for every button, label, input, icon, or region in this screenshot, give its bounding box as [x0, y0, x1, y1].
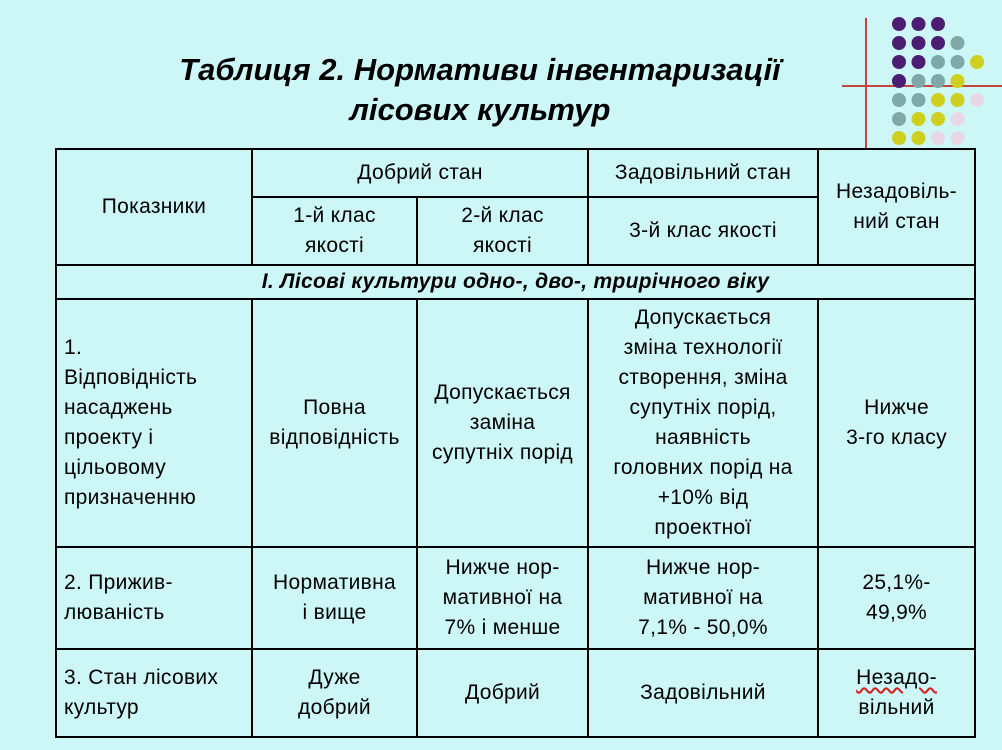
table-row	[56, 299, 975, 547]
decorative-dot	[931, 131, 945, 145]
decorative-dot	[970, 55, 984, 69]
cell-line: Незадо-	[856, 666, 937, 689]
inventory-norms-table	[55, 148, 976, 738]
decorative-dot	[951, 93, 965, 107]
cell-line: 7,1% - 50,0%	[638, 616, 768, 639]
cell-line: Відповідність	[64, 366, 198, 389]
cell-line: створення, зміна	[618, 366, 788, 389]
header-class-1-line-2: якості	[304, 234, 365, 257]
header-good-state: Добрий стан	[252, 149, 588, 197]
decorative-dot	[951, 36, 965, 50]
header-satisfactory-state: Задовільний стан	[588, 149, 818, 197]
cell-line: культур	[64, 696, 139, 719]
cell-line: Допускається	[634, 306, 772, 329]
cell-line: відповідність	[269, 426, 400, 449]
decorative-dot	[912, 74, 926, 88]
row-2-unsat	[818, 547, 975, 649]
row-1-indicator	[56, 299, 252, 547]
row-3-class-2	[417, 649, 588, 737]
header-class-1	[252, 197, 417, 265]
decorative-dot	[912, 93, 926, 107]
header-unsat-line-1: Незадовіль-	[836, 180, 957, 203]
decorative-dot	[892, 131, 906, 145]
section-row	[56, 265, 975, 299]
row-3-class-1	[252, 649, 417, 737]
decorative-dot	[951, 55, 965, 69]
cell-line: Нормативна	[273, 571, 396, 594]
row-1-unsat	[818, 299, 975, 547]
cell-line: проектної	[654, 516, 752, 539]
cell-line: проекту і	[64, 426, 154, 449]
row-2-class-1	[252, 547, 417, 649]
cell-line: 3. Стан лісових	[64, 666, 219, 689]
cell-line: Допускається	[434, 381, 571, 404]
cell-line: заміна	[469, 411, 536, 434]
cell-line: 1.	[64, 336, 83, 359]
decorative-dot	[931, 112, 945, 126]
header-class-2	[417, 197, 588, 265]
cell-line: добрий	[298, 696, 371, 719]
decorative-dot	[931, 17, 945, 31]
row-1-class-2	[417, 299, 588, 547]
row-3-unsat	[818, 649, 975, 737]
header-class-2-line-1: 2-й клас	[461, 204, 544, 227]
cell-line: зміна технології	[623, 336, 783, 359]
decorative-dot	[892, 93, 906, 107]
header-class-2-line-2: якості	[472, 234, 533, 257]
decorative-dot	[892, 112, 906, 126]
cell-line: люваність	[64, 601, 165, 624]
decorative-dot-grid	[892, 16, 1002, 162]
cell-line: Нижче	[864, 396, 929, 419]
cell-line: Задовільний	[640, 681, 766, 704]
cell-line: +10% від	[657, 486, 749, 509]
cell-line: призначенню	[64, 486, 197, 509]
decorative-dot	[892, 17, 906, 31]
decorative-dot	[912, 17, 926, 31]
decorative-dot	[912, 55, 926, 69]
cell-line: наявність	[655, 426, 751, 449]
cell-line: насаджень	[64, 396, 173, 419]
cell-line: і вище	[302, 601, 367, 624]
section-title: І. Лісові культури одно-, дво-, трирічного віку	[56, 265, 975, 299]
row-1-class-1	[252, 299, 417, 547]
cell-line: 49,9%	[865, 601, 928, 624]
cell-line: головних порід на	[613, 456, 793, 479]
header-class-1-line-1: 1-й клас	[293, 204, 376, 227]
cell-line: Добрий	[464, 681, 541, 704]
decorative-dot	[912, 112, 926, 126]
decorative-dot	[912, 131, 926, 145]
cell-line: супутніх порід,	[629, 396, 777, 419]
decorative-dot	[931, 93, 945, 107]
decorative-dot	[892, 74, 906, 88]
header-unsat-line-2: ний стан	[853, 210, 940, 233]
decorative-dot	[951, 74, 965, 88]
decorative-dot	[931, 36, 945, 50]
header-unsatisfactory-state	[818, 149, 975, 265]
cell-line: 3-го класу	[846, 426, 947, 449]
row-1-class-3	[588, 299, 818, 547]
row-2-class-2	[417, 547, 588, 649]
page-title	[120, 50, 840, 130]
cell-line: 7% і менше	[444, 616, 561, 639]
cell-line: Дуже	[308, 666, 361, 689]
decorative-dot	[931, 74, 945, 88]
title-line-2: лісових культур	[349, 92, 611, 127]
title-line-1: Таблиця 2. Нормативи інвентаризації	[179, 52, 781, 87]
decorative-dot	[970, 93, 984, 107]
cell-line: мативної на	[442, 586, 563, 609]
table-row	[56, 649, 975, 737]
row-2-indicator	[56, 547, 252, 649]
table-row	[56, 547, 975, 649]
decorative-dot	[951, 131, 965, 145]
cell-line: супутніх порід	[432, 441, 573, 464]
cell-line: 2. Прижив-	[64, 571, 173, 594]
header-indicators: Показники	[56, 149, 252, 265]
decorative-vertical-line	[865, 18, 867, 156]
row-2-class-3	[588, 547, 818, 649]
header-class-3: 3-й клас якості	[588, 197, 818, 265]
row-3-indicator	[56, 649, 252, 737]
cell-line: мативної на	[643, 586, 763, 609]
cell-line: вільний	[858, 696, 935, 719]
cell-line: Нижче нор-	[645, 556, 761, 579]
decorative-dot	[931, 55, 945, 69]
cell-line: Повна	[303, 396, 366, 419]
row-3-class-3	[588, 649, 818, 737]
cell-line: 25,1%-	[862, 571, 931, 594]
cell-line: Нижче нор-	[445, 556, 560, 579]
decorative-dot	[912, 36, 926, 50]
decorative-dot	[951, 112, 965, 126]
decorative-dot	[892, 36, 906, 50]
decorative-dot	[892, 55, 906, 69]
cell-line: цільовому	[64, 456, 167, 479]
table-header-row	[56, 149, 975, 197]
